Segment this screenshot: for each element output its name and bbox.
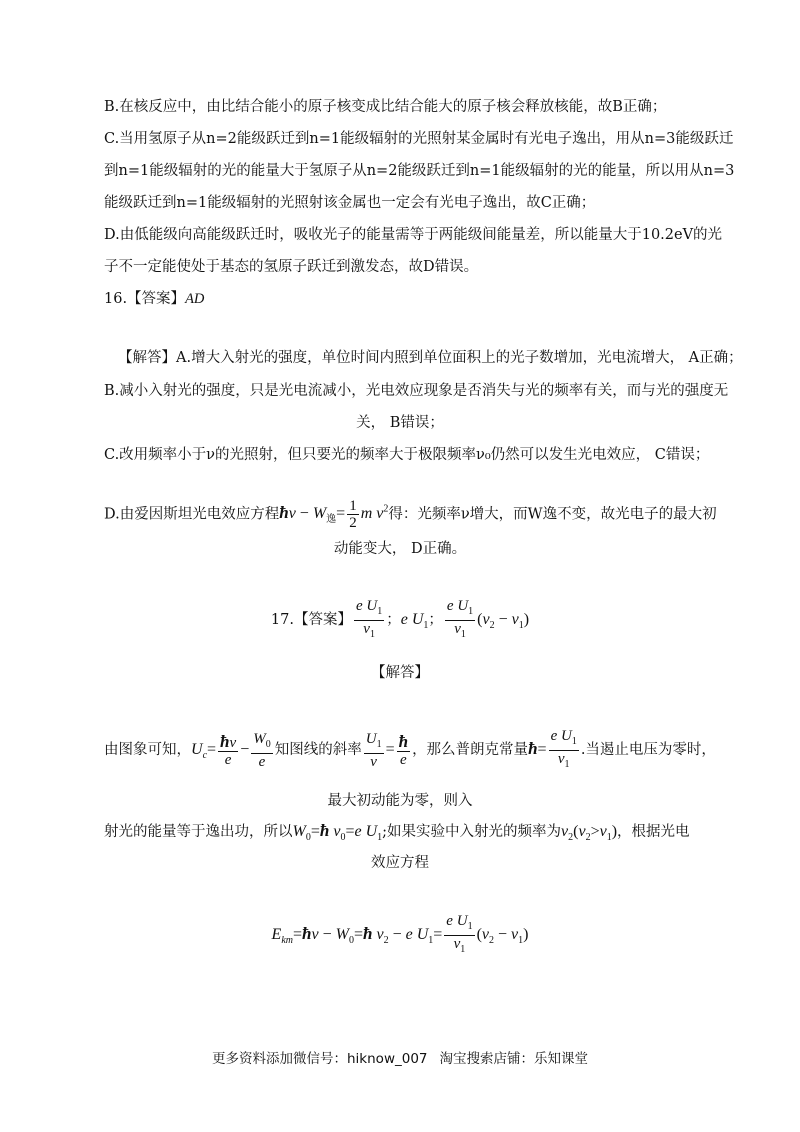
option-c-line-3: 能级跃迁到n=1能级辐射的光照射该金属也一定会有光电子逸出，故C正确； [104,195,596,211]
q17-p1-prefix: 由图象可知， [104,742,191,759]
einstein-equation: ħν − $W_逸=$ $\frac{1}{2}$ m $\nu^2$ [279,498,389,532]
q17-p1-mid2: ，那么普朗克常量 [412,742,529,759]
option-c-line-2: 到n=1能级辐射的光的能量大于氢原子从n=2能级跃迁到n=1能级辐射的光的能量，所以用从n=3 [104,163,735,179]
q17-answer [0,598,800,648]
frequency-condition: $\nu_2(\nu_2>\nu_1)$ [561,823,618,844]
q16-explanation-d-line-2: 动能变大， D正确。 [333,541,467,557]
q17-paragraph-2: 最大初动能为零，则入 [327,793,473,809]
stopping-voltage-equation: $U_c=$ $\frac{ħ\nu}{e}$ − $\frac{W_0}{e}$ [191,731,271,770]
slope-equation: $\frac{U_1}{\nu}$ = $\frac{ħ}{e}$ [365,731,409,770]
q17-answer-formula-3: $\frac{e U_1}{\nu_1}$ $(\nu_2 - \nu_1)$ [446,598,530,640]
work-function-equation: $W_0=ħ$ $\nu_0=e$ $U_1$ [292,821,383,844]
q17-p1-mid: 知图线的斜率 [274,742,362,759]
q17-paragraph-3 [104,820,690,849]
q17-p3-mid: ;如果实验中入射光的频率为 [382,824,562,840]
option-d-line-1: D.由低能级向高能级跃迁时，吸收光子的能量需等于两能级间能量差，所以能量大于10.2eV的光 [104,227,723,243]
q16-answer-label: 16.【答案】 [104,291,186,307]
footer-taobao: 淘宝搜索店铺：乐知课堂 [439,1051,588,1067]
footer-wechat: 更多资料添加微信号：hiknow_007 [212,1051,428,1067]
q16-explanation-d-line-1 [104,490,717,541]
q17-paragraph-1 [104,728,716,776]
q16-a-text: A.增大入射光的强度，单位时间内照到单位面积上的光子数增加，光电流增大， A正确； [176,350,743,366]
q17-p3-prefix: 射光的能量等于逸出功，所以 [104,824,293,840]
q17-answer-label: 17.【答案】 [270,612,352,629]
option-d-line-2: 子不一定能使处于基态的氢原子跃迁到激发态，故D错误。 [104,259,479,275]
q16-answer-value: AD [185,291,205,307]
q17-separator-1: ； [386,612,401,629]
q17-separator-2: ； [428,612,443,629]
option-c-line-1: C.当用氢原子从n=2能级跃迁到n=1能级辐射的光照射某金属时有光电子逸出，用从n=3能级跃迁 [104,131,734,147]
footer [0,1047,800,1067]
q17-answer-formula-1: $\frac{e U_1}{\nu_1}$ [355,598,383,640]
q16-explanation-b-line-2: 关， B错误； [356,415,444,431]
q16-explanation-c: C.改用频率小于ν的光照射，但只要光的频率大于极限频率ν₀仍然可以发生光电效应， C错误； [104,447,710,463]
q16-explanation-a [118,347,743,369]
q16-d-suffix: 得：光频率ν增大，而W逸不变，故光电子的最大初 [388,506,717,523]
q16-jiexi-label: 【解答】 [118,350,176,366]
max-kinetic-energy-equation: $E_{km}=ħ\nu$ − $W_0=ħ$ $\nu_2 - e$ $U_1=$ $\frac{e U_1}{\nu_1}$ $(\nu_2 - \nu_1)$ [271,912,529,955]
q17-p1-suffix: .当遏止电压为零时， [580,742,716,759]
planck-constant-equation: ħ= $\frac{e U_1}{\nu_1}$ [528,728,577,770]
q16-answer [104,288,204,310]
q17-answer-formula-2: e $U_1$ [400,611,429,632]
q17-paragraph-4: 效应方程 [371,855,429,871]
q17-jiexi-heading: 【解答】 [371,665,429,681]
option-b-explanation: B.在核反应中，由比结合能小的原子核变成比结合能大的原子核会释放核能，故B正确； [104,99,667,115]
q16-d-prefix: D.由爱因斯坦光电效应方程 [104,506,280,523]
q16-explanation-b-line-1: B.减小入射光的强度，只是光电流减小，光电效应现象是否消失与光的频率有关，而与光的强度无 [104,383,729,399]
q17-p3-suffix: ，根据光电 [617,824,690,840]
